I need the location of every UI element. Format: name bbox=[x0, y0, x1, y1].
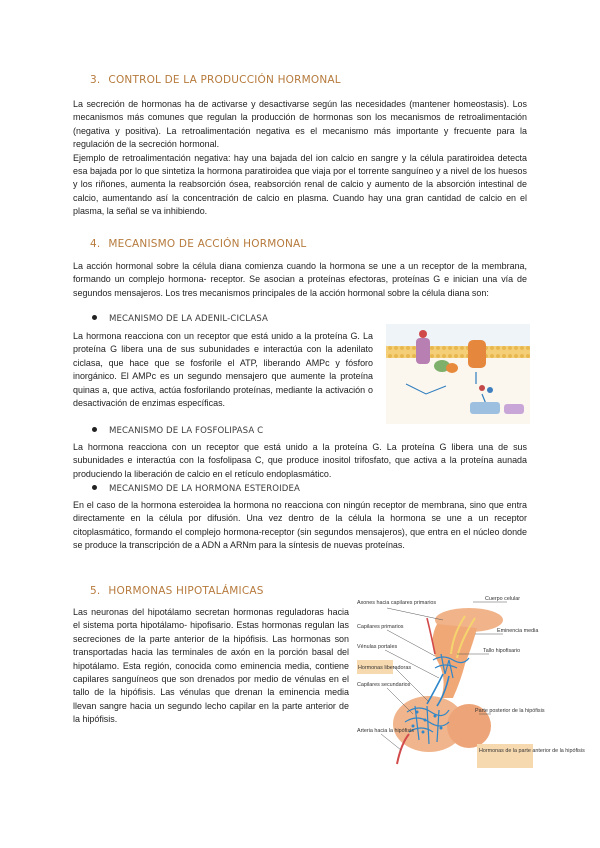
subheading-fosfolipasa-text: MECANISMO DE LA FOSFOLIPASA C bbox=[109, 426, 264, 436]
subheading-esteroidea-text: MECANISMO DE LA HORMONA ESTEROIDEA bbox=[109, 484, 301, 494]
adenil-ciclasa-body bbox=[73, 330, 373, 410]
section-3-heading bbox=[90, 74, 341, 86]
bullet-icon bbox=[92, 315, 97, 320]
label-cuerpo-celular: Cuerpo celular bbox=[485, 596, 521, 602]
section-5-title: HORMONAS HIPOTALÁMICAS bbox=[108, 585, 264, 597]
fosfolipasa-body bbox=[73, 441, 527, 481]
esteroidea-text: En el caso de la hormona esteroidea la hormona no reacciona con ningún receptor de membrana, sino que entra directamente en la célula por difusión. Una vez dentro de la célula la hormona se une a un receptor citoplasmático, formando el complejo hormona-receptor (sin segundos mensajeros), que entra en el núcleo donde se produce la transcripción de a ADN a ARNm para la síntesis de nuevas proteínas. bbox=[73, 500, 527, 551]
label-hormonas-anterior: Hormonas de la parte anterior de la hipófisis bbox=[479, 748, 585, 754]
label-tallo: Tallo hipofisario bbox=[483, 648, 521, 654]
adenil-ciclasa-text: La hormona reacciona con un receptor que está unido a la proteína G. La proteína G libera una de sus subunidades e interactúa con la adenilato ciclasa, que hace que se fosforile el ATP, liberando AMPc y fósforo inorgánico. El AMPc es un segundo mensajero que aumente la proteína quinas a, que activa, actúa fosforilando proteínas, mediante la activación o desactivación de enzimas específicas. bbox=[73, 331, 373, 409]
fosfolipasa-text: La hormona reacciona con un receptor que está unido a la proteína G. La proteína G libera una de sus subunidades e interactúa con la fosfolipasa C, que produce inositol trifosfato, que activa a la proteína aunada produciendo la liberación de calcio en el retículo endoplasmático. bbox=[73, 442, 527, 479]
label-capilares-secundarios: Capilares secundarios bbox=[357, 682, 411, 688]
section-4-heading bbox=[90, 238, 306, 250]
label-venulas-portales: Vénulas portales bbox=[357, 644, 398, 650]
bullet-icon bbox=[92, 427, 97, 432]
subheading-adenil-ciclasa-text: MECANISMO DE LA ADENIL-CICLASA bbox=[109, 314, 268, 324]
label-arteria: Arteria hacia la hipófisis bbox=[357, 728, 414, 734]
label-hormonas-liberadoras: Hormonas liberadoras bbox=[358, 665, 412, 671]
section-3-paragraph-1: La secreción de hormonas ha de activarse y desactivarse según las necesidades (mantener homeostasis). Los mecanismos más comunes que regulan la producción de hormonas son los mecanismos de retroalimentación (negativa y positiva). La retroalimentación negativa es el mecanismo más importante y frecuente para la regulación de la secreción hormonal. bbox=[73, 99, 527, 150]
label-axones: Axones hacia capilares primarios bbox=[357, 600, 437, 606]
esteroidea-body bbox=[73, 499, 527, 553]
section-3-title: CONTROL DE LA PRODUCCIÓN HORMONAL bbox=[108, 74, 341, 86]
bullet-icon bbox=[92, 485, 97, 490]
section-4-intro bbox=[73, 260, 527, 300]
label-capilares-primarios: Capilares primarios bbox=[357, 624, 404, 630]
section-4-title: MECANISMO DE ACCIÓN HORMONAL bbox=[108, 238, 307, 250]
subheading-fosfolipasa bbox=[92, 426, 263, 436]
section-4-intro-text: La acción hormonal sobre la célula diana comienza cuando la hormona se une a un receptor de la membrana, formando un complejo hormona- receptor. Se asocian a proteínas efectoras, proteínas G e inician una vía de segundos mensajeros. Los tres mecanismos principales de la acción hormonal sobre la célula diana son: bbox=[73, 261, 527, 298]
section-5-number: 5. bbox=[90, 585, 101, 597]
section-5-body bbox=[73, 606, 349, 727]
subheading-adenil-ciclasa bbox=[92, 314, 268, 324]
section-3-paragraph-2: Ejemplo de retroalimentación negativa: hay una bajada del ion calcio en sangre y la célula paratiroidea detecta esa bajada por lo que sintetiza la hormona paratiroidea que viaja por el torrente sanguíneo y a nivel de los huesos y los riñones, aumenta la reabsorción ósea, reabsorción renal de calcio y aumento de la absorción intestinal de calcio, aumentando así la concentración de calcio en plasma. Cuando hay una gran cantidad de calcio en el plasma, la señal se va inhibiendo. bbox=[73, 152, 527, 217]
label-parte-posterior: Parte posterior de la hipófisis bbox=[475, 708, 545, 714]
section-4-number: 4. bbox=[90, 238, 101, 250]
section-5-heading bbox=[90, 585, 264, 597]
subheading-esteroidea bbox=[92, 484, 300, 494]
hypothalamus-figure bbox=[357, 594, 585, 770]
section-5-text: Las neuronas del hipotálamo secretan hormonas reguladoras hacia el sistema porta hipotálamo- hipofisario. Estas hormonas regulan las secreciones de la parte anterior de la hipófisis. Las hormonas son transportadas hacia las terminales de axón en la porción basal del hipotálamo. Esta región, conocida como eminencia media, contiene capilares sanguíneos que son drenados por medio de vénulas en el tallo de la hipófisis. Las vénulas que drenan la eminencia media llevan sangre hacia un segundo lecho capilar en la parte anterior de la hipófisis. bbox=[73, 607, 349, 725]
adenil-ciclasa-figure bbox=[386, 324, 530, 424]
section-3-body bbox=[73, 98, 527, 219]
section-3-number: 3. bbox=[90, 74, 101, 86]
label-eminencia-media: Eminencia media bbox=[497, 628, 539, 634]
